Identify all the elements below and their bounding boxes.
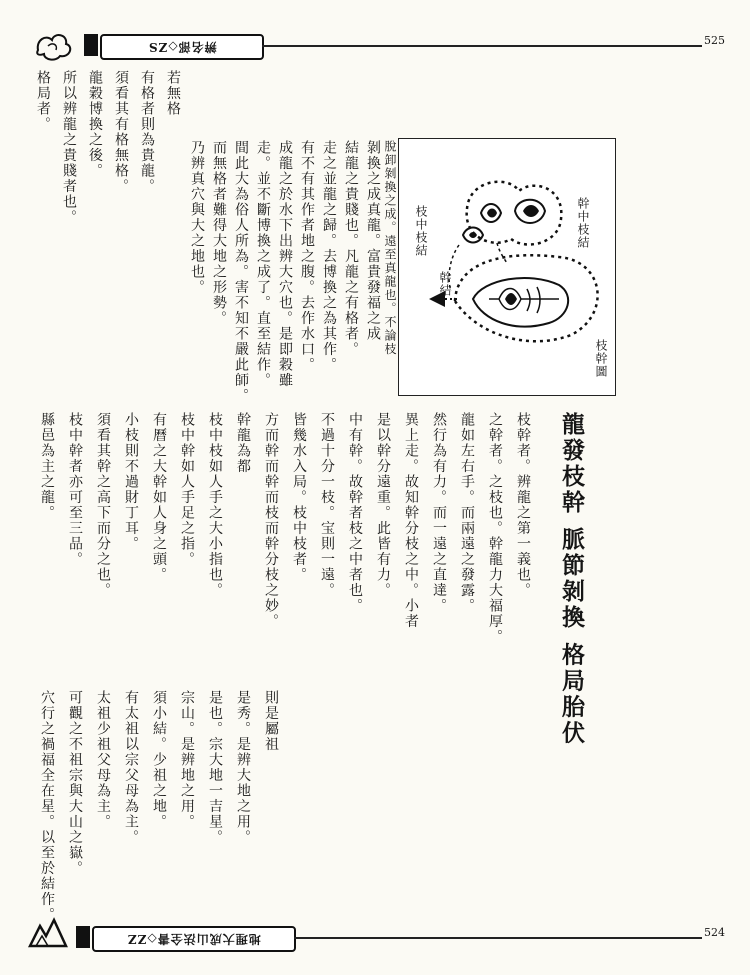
figure-label-trunk-in-branch: 幹中枝結 (576, 197, 590, 249)
figure-caption: 枝幹圖 (594, 339, 608, 378)
cloud-ornament-icon (34, 28, 74, 64)
text-column: 有曆之大幹如人身之頭。 (151, 412, 167, 583)
header-top-rule (262, 45, 702, 47)
text-column: 穴行之禍福全在星。以至於結作。 (39, 690, 55, 923)
text-column: 格局者。 (35, 70, 51, 132)
text-column: 剝換之成真龍。富貴發福之成 (365, 140, 381, 342)
text-column: 方而幹而幹而枝而幹分枝之妙。 (263, 412, 279, 629)
text-column: 有太祖以宗父母為主。 (123, 690, 139, 845)
header-top-page-number: 525 (704, 34, 725, 47)
text-column: 是秀。是辨大地之用。 (235, 690, 251, 845)
branch-trunk-diagram (398, 138, 616, 396)
text-column: 小枝則不過財丁耳。 (123, 412, 139, 552)
text-column: 然行為有力。而一遠之直達。 (431, 412, 447, 614)
text-column: 若無格 (165, 70, 181, 117)
text-column: 所以辨龍之貴賤者也。 (61, 70, 77, 225)
figure-label-trunk-knot: 幹結 (438, 271, 452, 297)
text-column: 是以幹分遠重。此皆有力。 (375, 412, 391, 598)
header-top-banner (100, 34, 264, 60)
text-column: 異上走。故知幹分枝之中。小者 (403, 412, 419, 629)
text-column: 成龍之於水下出辨大穴也。是即穀雖 (277, 140, 293, 388)
header-bottom-page-number: 524 (704, 926, 725, 939)
header-bottom-rule (294, 937, 702, 939)
text-column: 皆幾水入局。枝中枝者。 (291, 412, 307, 583)
text-column: 宗山。是辨地之用。 (179, 690, 195, 830)
text-column: 間此大為俗人所為。害不知不嚴此師。 (233, 140, 249, 404)
text-column: 枝幹者。辨龍之第一義也。 (515, 412, 531, 598)
text-column: 走。並不斷博換之成了。直至結作。 (255, 140, 271, 388)
text-column: 太祖少祖父母為主。 (95, 690, 111, 830)
text-column: 不過十分一枝。宝則一遠。 (319, 412, 335, 598)
text-column: 脫卸剝換之成。遠至真龍也。不論枝 (383, 140, 397, 356)
text-column: 乃辨真穴與大之地也。 (189, 140, 205, 295)
section-title: 龍發枝幹 脈節剝換 格局胎伏 (558, 412, 585, 747)
text-column: 是也。宗大地一吉星。 (207, 690, 223, 845)
text-column: 縣邑為主之龍。 (39, 412, 55, 521)
text-column: 龍如左右手。而兩遠之發露。 (459, 412, 475, 614)
text-column: 中有幹。故幹者枝之中者也。 (347, 412, 363, 614)
text-column: 有不有其作者地之腹。去作水口。 (299, 140, 315, 373)
text-column: 須看其幹之高下而分之也。 (95, 412, 111, 598)
text-column: 可觀之不祖宗與大山之嶽。 (67, 690, 83, 876)
figure-label-branch-knot: 枝中枝結 (414, 205, 428, 257)
header-bottom-text: 地理大成山法全書◇ZZ (127, 931, 261, 946)
header-top-cap (84, 34, 98, 56)
text-column: 須小結。少祖之地。 (151, 690, 167, 830)
text-column: 則是屬祖 (263, 690, 279, 752)
text-column: 須看其有格無格。 (113, 70, 129, 194)
header-bottom-banner (92, 926, 296, 952)
text-column: 走之並龍之歸。去博換之為其作。 (321, 140, 337, 373)
mountain-ornament-icon (26, 912, 70, 952)
mountain-diagram (399, 139, 615, 395)
text-column: 有格者則為貴龍。 (139, 70, 155, 194)
text-column: 之幹者。之枝也。幹龍力大福厚。 (487, 412, 503, 645)
header-top-text: 辨名部◇ZS (147, 39, 217, 54)
header-bottom-cap (76, 926, 90, 948)
text-column: 結龍之貴賤也。凡龍之有格者。 (343, 140, 359, 357)
text-column: 枝中幹如人手足之指。 (179, 412, 195, 567)
text-column: 幹龍為都 (235, 412, 251, 474)
text-column: 而無格者難得大地之形勢。 (211, 140, 227, 326)
text-column: 龍穀博換之後。 (87, 70, 103, 179)
text-column: 枝中枝如人手之大小指也。 (207, 412, 223, 598)
text-column: 枝中幹者亦可至三品。 (67, 412, 83, 567)
